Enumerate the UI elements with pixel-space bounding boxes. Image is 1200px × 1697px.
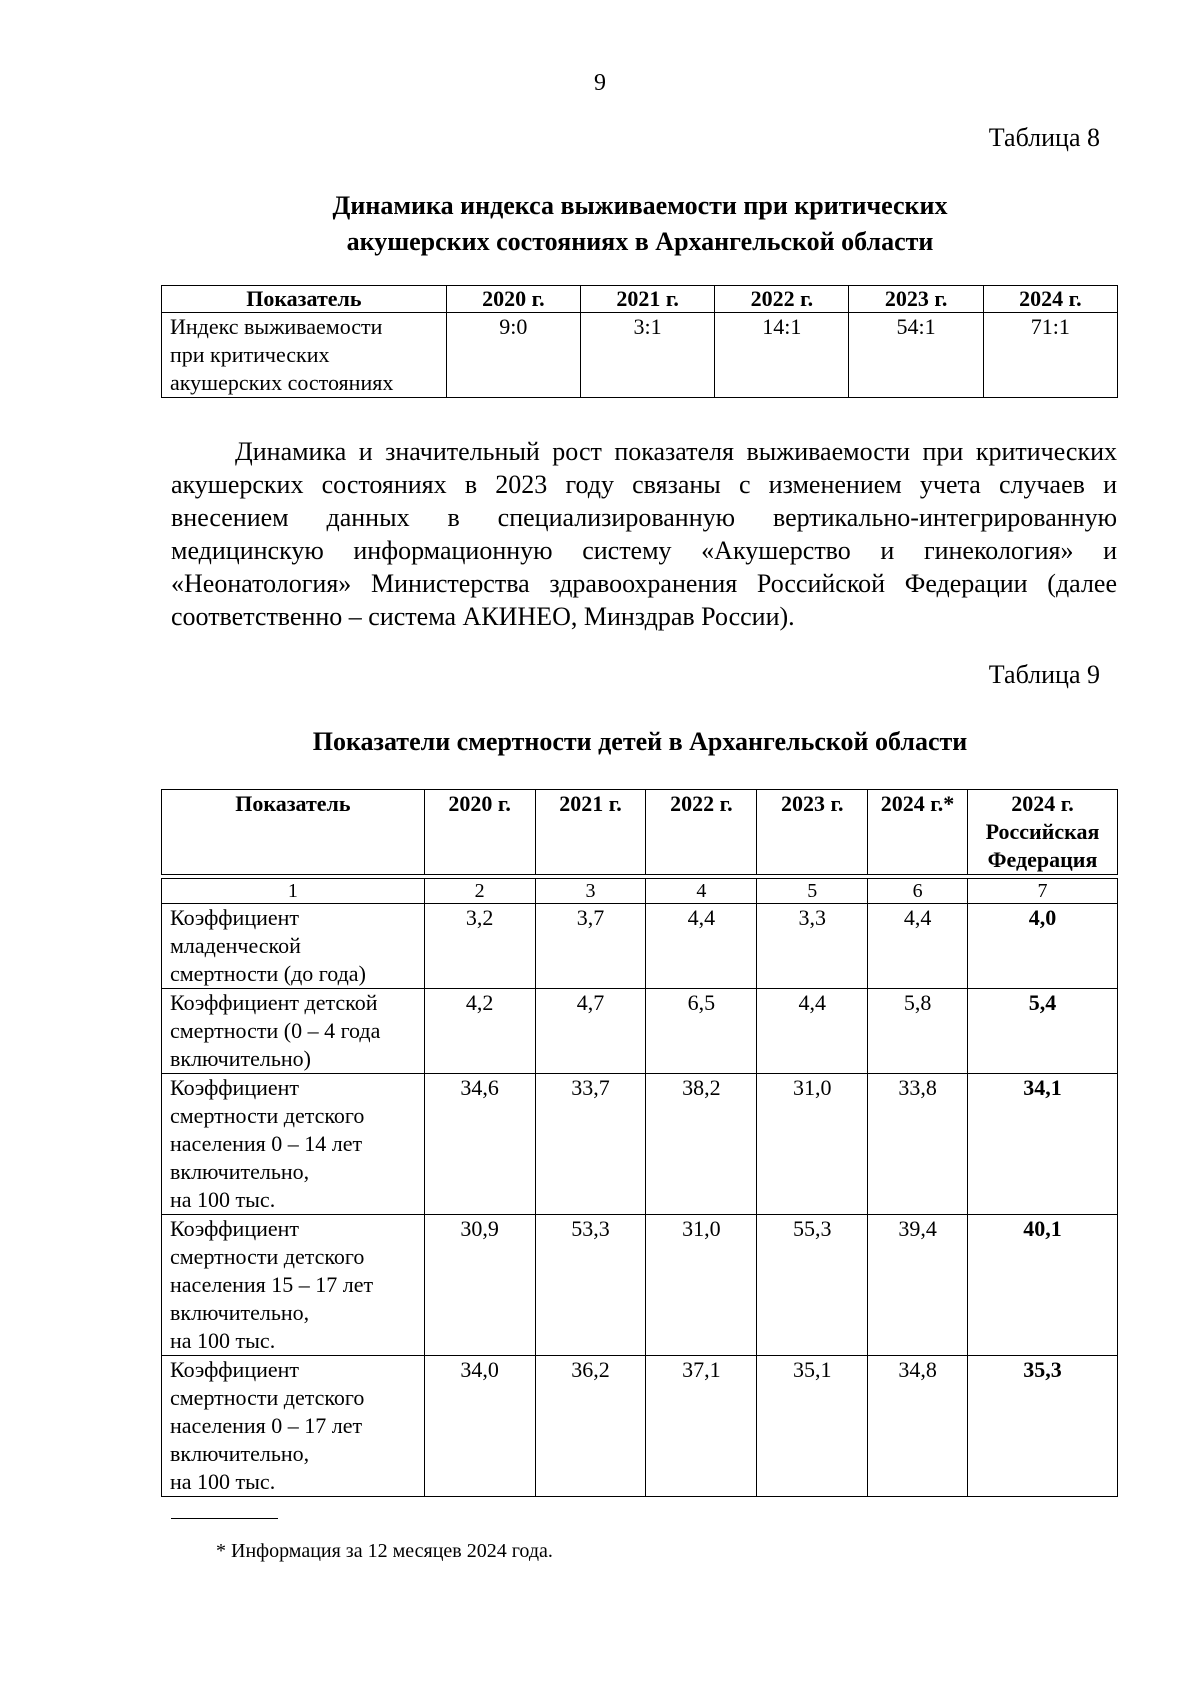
value-cell: 4,7 xyxy=(535,989,646,1074)
indicator-line: включительно, xyxy=(170,1441,310,1466)
table-row xyxy=(162,1074,1118,1215)
indicator-line: на 100 тыс. xyxy=(170,1187,276,1212)
header-cell: 2021 г. xyxy=(535,790,646,875)
header-cell: 2020 г. xyxy=(446,286,580,313)
footnote: * Информация за 12 месяцев 2024 года. xyxy=(216,1540,553,1562)
value-cell: 34,8 xyxy=(868,1356,968,1497)
value-cell: 39,4 xyxy=(868,1215,968,1356)
value-cell: 34,0 xyxy=(424,1356,535,1497)
indicator-cell xyxy=(162,1356,425,1497)
table-row xyxy=(162,1356,1118,1497)
indicator-line: Коэффициент xyxy=(170,1357,300,1382)
indicator-line: смертности детского xyxy=(170,1103,365,1128)
value-cell: 4,2 xyxy=(424,989,535,1074)
indicator-line: на 100 тыс. xyxy=(170,1328,276,1353)
value-cell: 3,7 xyxy=(535,904,646,989)
header-line: 2024 г. xyxy=(1011,791,1074,816)
table-row xyxy=(162,904,1118,989)
indicator-cell xyxy=(162,989,425,1074)
value-cell: 34,6 xyxy=(424,1074,535,1215)
indicator-cell xyxy=(162,1215,425,1356)
column-number: 5 xyxy=(757,879,868,904)
table-row xyxy=(162,1215,1118,1356)
table-9-title: Показатели смертности детей в Архангельской области xyxy=(312,727,968,756)
table-8-title-line: Динамика индекса выживаемости при критических xyxy=(332,191,948,220)
value-cell: 31,0 xyxy=(646,1215,757,1356)
column-number: 3 xyxy=(535,879,646,904)
header-cell-rf xyxy=(968,790,1118,875)
value-cell: 3:1 xyxy=(580,313,714,398)
value-cell: 4,4 xyxy=(646,904,757,989)
indicator-line: смертности детского xyxy=(170,1385,365,1410)
table-row xyxy=(162,313,1118,398)
value-cell: 71:1 xyxy=(983,313,1117,398)
header-cell: 2022 г. xyxy=(715,286,849,313)
header-cell: 2022 г. xyxy=(646,790,757,875)
value-cell: 35,1 xyxy=(757,1356,868,1497)
table-8-title-line: акушерских состояниях в Архангельской области xyxy=(346,227,934,256)
column-number: 6 xyxy=(868,879,968,904)
indicator-line: смертности детского xyxy=(170,1244,365,1269)
indicator-line: включительно, xyxy=(170,1159,310,1184)
value-cell: 4,4 xyxy=(757,989,868,1074)
table-9-label: Таблица 9 xyxy=(988,660,1100,689)
indicator-line: включительно) xyxy=(170,1046,311,1071)
value-cell: 36,2 xyxy=(535,1356,646,1497)
table-8-label: Таблица 8 xyxy=(988,123,1100,152)
indicator-line: населения 0 – 14 лет xyxy=(170,1131,363,1156)
header-cell: 2023 г. xyxy=(849,286,983,313)
value-cell-rf: 40,1 xyxy=(968,1215,1118,1356)
value-cell: 3,3 xyxy=(757,904,868,989)
body-paragraph: Динамика и значительный рост показателя выживаемости при критических акушерских состояниях в 2023 году связаны с изменением учета случаев и внесением данных в специализированную вертикально-интегрированную медицинскую информационную систему «Акушерство и гинекология» и «Неонатология» Министерства здравоохранения Российской Федерации (далее соответственно – система АКИНЕО, Минздрав России). xyxy=(171,437,1117,631)
indicator-line: населения 15 – 17 лет xyxy=(170,1272,374,1297)
header-cell: 2024 г. xyxy=(983,286,1117,313)
indicator-line: Коэффициент детской xyxy=(170,990,378,1015)
table-9 xyxy=(161,789,1118,1497)
value-cell: 3,2 xyxy=(424,904,535,989)
value-cell: 53,3 xyxy=(535,1215,646,1356)
value-cell: 4,4 xyxy=(868,904,968,989)
column-number: 1 xyxy=(162,879,425,904)
value-cell-rf: 4,0 xyxy=(968,904,1118,989)
indicator-line: смертности (0 – 4 года xyxy=(170,1018,381,1043)
table-8-title xyxy=(160,188,1120,260)
value-cell: 54:1 xyxy=(849,313,983,398)
header-cell: 2024 г.* xyxy=(868,790,968,875)
header-cell: Показатель xyxy=(162,790,425,875)
indicator-line: при критических xyxy=(170,342,330,367)
indicator-line: Коэффициент xyxy=(170,1216,300,1241)
indicator-line: младенческой xyxy=(170,933,301,958)
header-cell: 2020 г. xyxy=(424,790,535,875)
table-row xyxy=(162,989,1118,1074)
indicator-cell xyxy=(162,1074,425,1215)
indicator-line: населения 0 – 17 лет xyxy=(170,1413,363,1438)
table-8 xyxy=(161,285,1118,398)
value-cell: 33,8 xyxy=(868,1074,968,1215)
column-number-row xyxy=(162,879,1118,904)
value-cell-rf: 34,1 xyxy=(968,1074,1118,1215)
value-cell: 30,9 xyxy=(424,1215,535,1356)
header-line: Российская xyxy=(985,819,1100,844)
table-8-header-row xyxy=(162,286,1118,313)
value-cell-rf: 35,3 xyxy=(968,1356,1118,1497)
indicator-line: акушерских состояниях xyxy=(170,370,394,395)
indicator-cell xyxy=(162,313,447,398)
value-cell-rf: 5,4 xyxy=(968,989,1118,1074)
table-9-header-row xyxy=(162,790,1118,875)
header-cell: Показатель xyxy=(162,286,447,313)
indicator-cell xyxy=(162,904,425,989)
value-cell: 5,8 xyxy=(868,989,968,1074)
value-cell: 33,7 xyxy=(535,1074,646,1215)
indicator-line: на 100 тыс. xyxy=(170,1469,276,1494)
header-cell: 2021 г. xyxy=(580,286,714,313)
value-cell: 55,3 xyxy=(757,1215,868,1356)
header-cell: 2023 г. xyxy=(757,790,868,875)
value-cell: 38,2 xyxy=(646,1074,757,1215)
value-cell: 14:1 xyxy=(715,313,849,398)
indicator-line: смертности (до года) xyxy=(170,961,366,986)
indicator-line: Коэффициент xyxy=(170,1075,300,1100)
value-cell: 6,5 xyxy=(646,989,757,1074)
indicator-line: Индекс выживаемости xyxy=(170,314,383,339)
indicator-line: включительно, xyxy=(170,1300,310,1325)
page-number: 9 xyxy=(594,70,606,96)
value-cell: 31,0 xyxy=(757,1074,868,1215)
column-number: 2 xyxy=(424,879,535,904)
column-number: 7 xyxy=(968,879,1118,904)
footnote-divider xyxy=(171,1518,278,1519)
value-cell: 37,1 xyxy=(646,1356,757,1497)
indicator-line: Коэффициент xyxy=(170,905,300,930)
column-number: 4 xyxy=(646,879,757,904)
value-cell: 9:0 xyxy=(446,313,580,398)
header-line: Федерация xyxy=(987,847,1098,872)
